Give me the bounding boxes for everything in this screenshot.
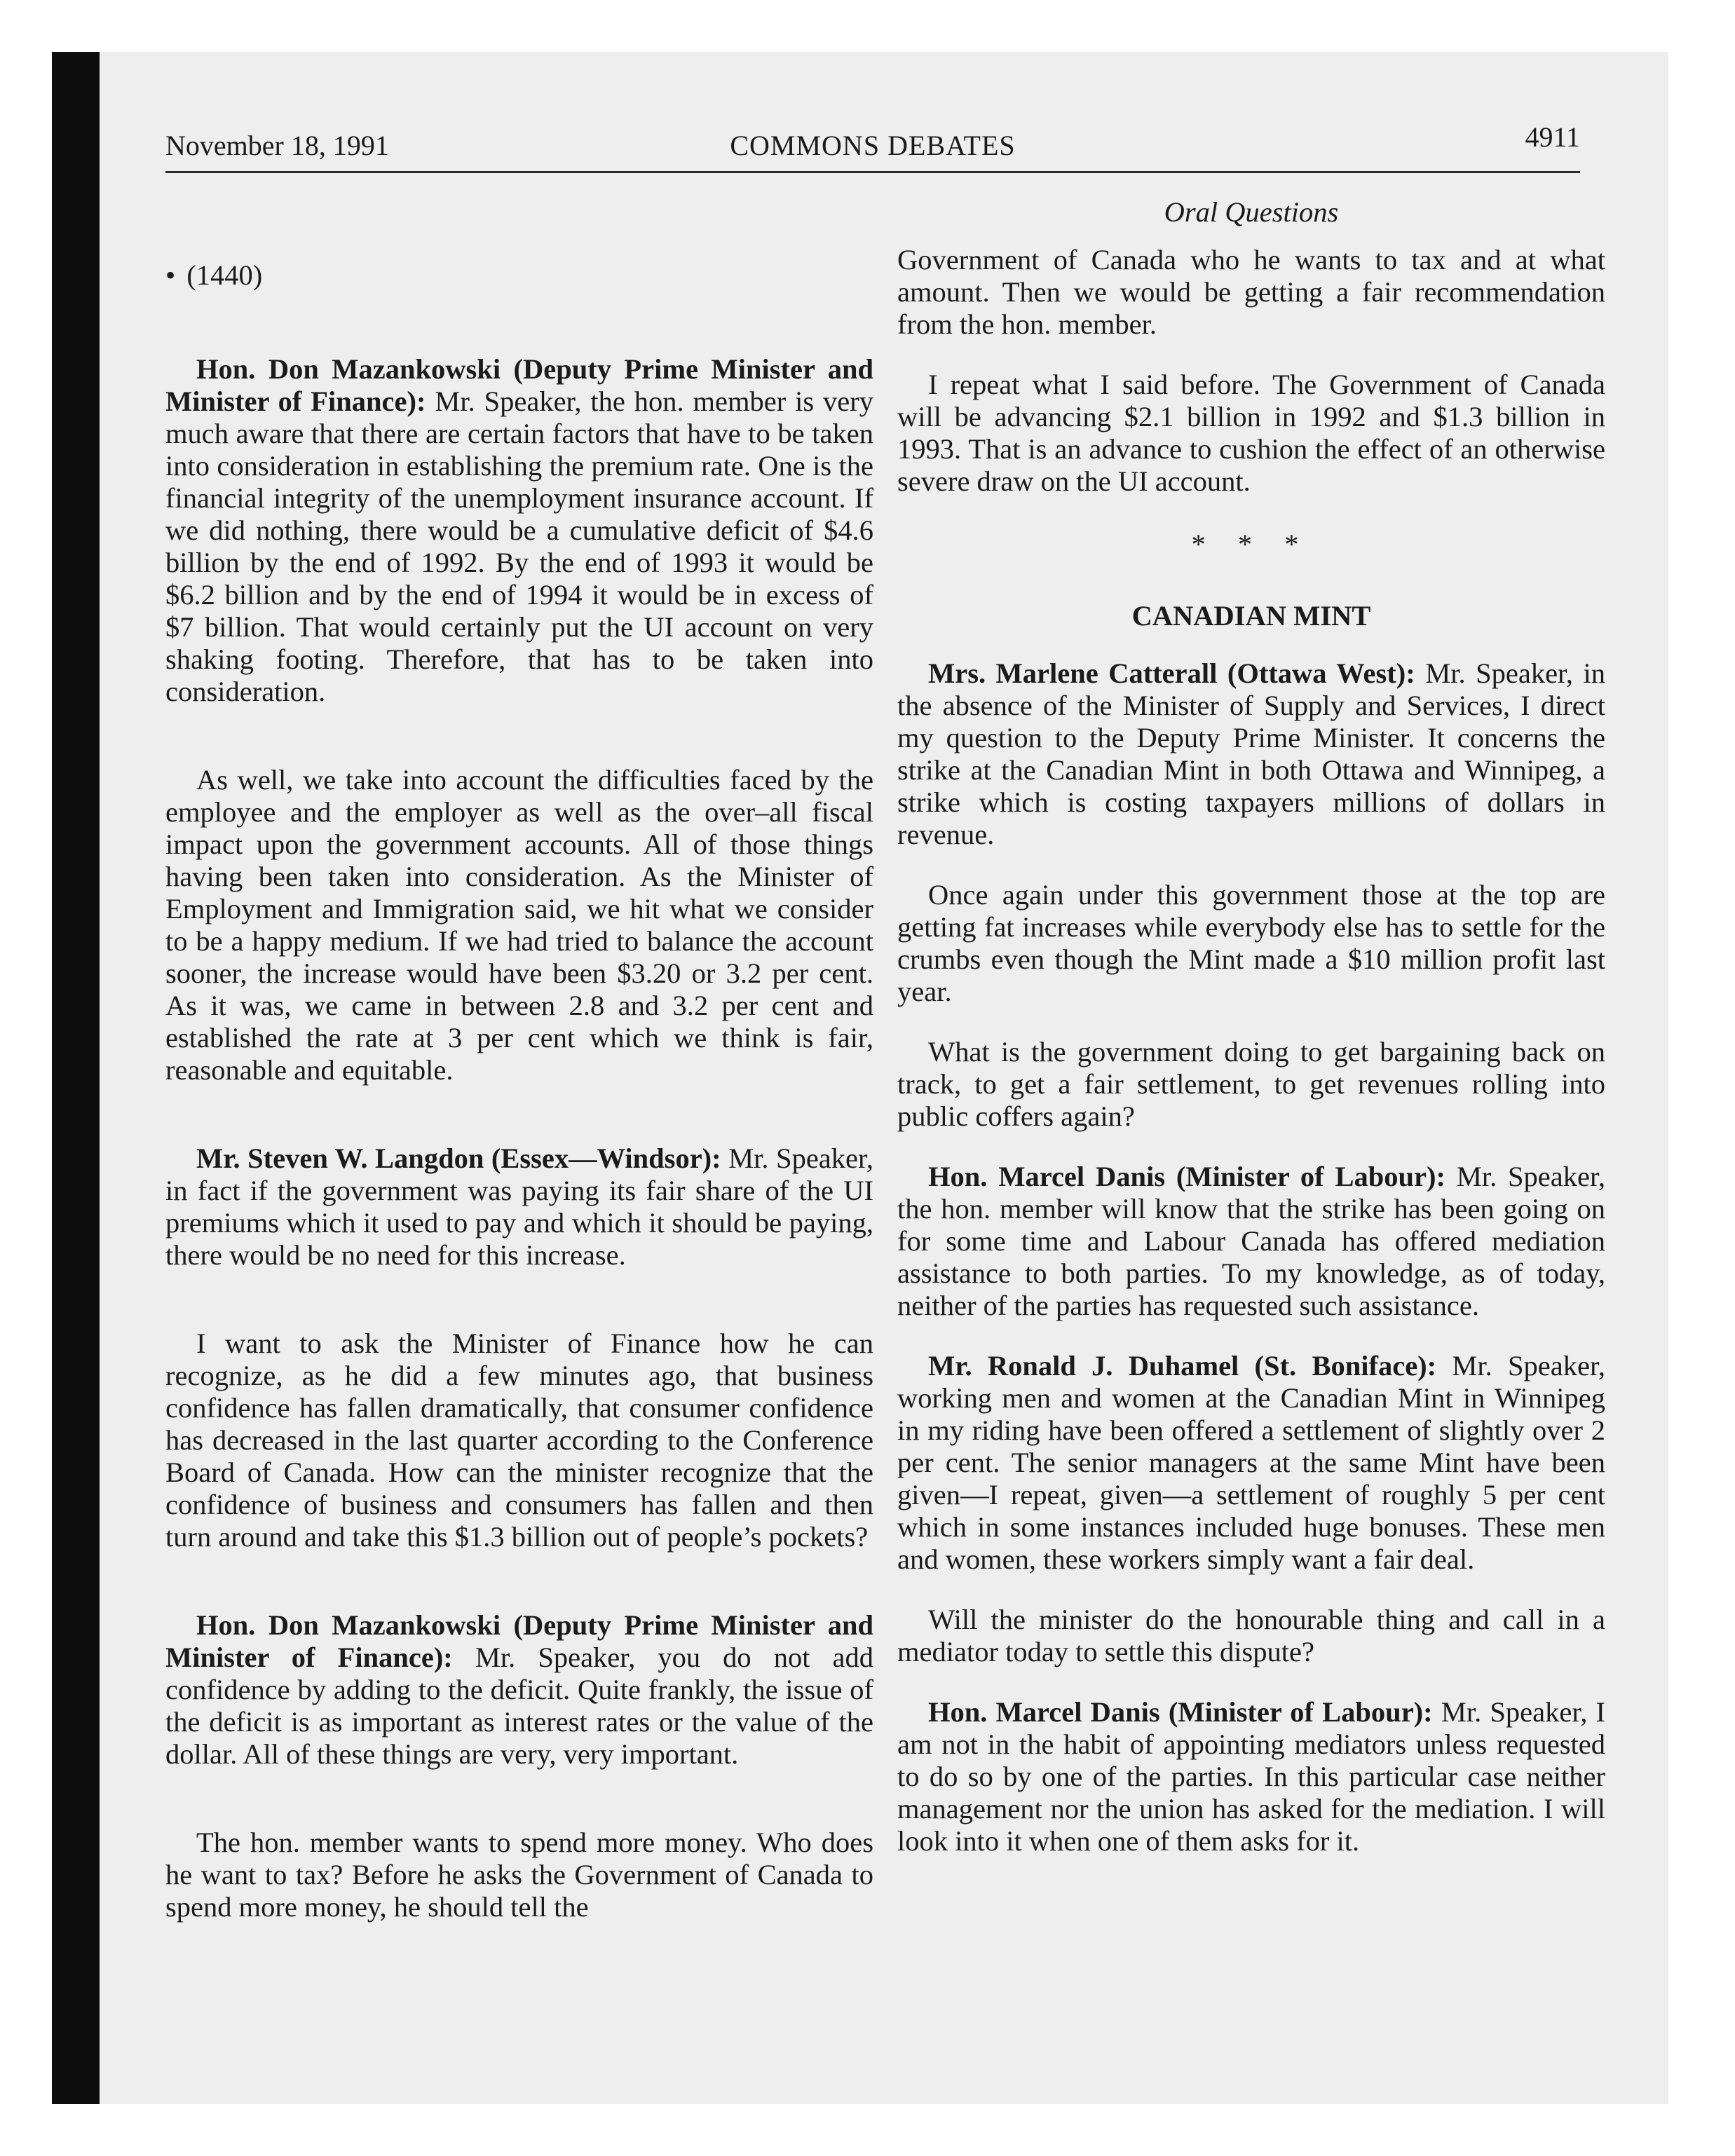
page-header (165, 121, 1580, 173)
paragraph (165, 1609, 873, 1770)
left-column (165, 196, 873, 1951)
paragraph-text: Mr. Speaker, in fact if the government was paying its fair share of the UI premiums which it used to pay and which it should be paying, there would be no need for this increase. (165, 1142, 873, 1271)
paragraph-text: Mr. Speaker, you do not add confidence by adding to the deficit. Quite frankly, the issue of the deficit is as important as interest rates or the value of the dollar. All of these things are very, very important. (165, 1642, 873, 1770)
paragraph (897, 1604, 1605, 1668)
speaker-name: Mrs. Marlene Catterall (Ottawa West): (928, 657, 1415, 689)
paragraph-text: Mr. Speaker, working men and women at the Canadian Mint in Winnipeg in my riding have been offered a settlement of slightly over 2 per cent. The senior managers at the same Mint have been given—I repeat, given—a settlement of roughly 5 per cent which in some instances included huge bonuses. These men and women, these workers simply want a fair deal. (897, 1350, 1605, 1575)
timestamp (165, 259, 873, 292)
header-title: COMMONS DEBATES (730, 130, 1016, 161)
paragraph-text: The hon. member wants to spend more money. Who does he want to tax? Before he asks the Government of Canada to spend more money, he should tell the (165, 1827, 873, 1923)
speaker-name: Hon. Marcel Danis (Minister of Labour): (928, 1161, 1445, 1192)
page-number: 4911 (1525, 121, 1580, 153)
speaker-name: Hon. Marcel Danis (Minister of Labour): (928, 1696, 1433, 1728)
speaker-name: Hon. Don Mazankowski (Deputy Prime Minister and Minister of Finance): (165, 353, 873, 417)
paragraph (165, 353, 873, 708)
section-separator: * * * (1191, 528, 1312, 560)
paragraph (165, 1827, 873, 1923)
timestamp-text: (1440) (186, 259, 263, 291)
paragraph-text: I repeat what I said before. The Government of Canada will be advancing $2.1 billion in 1992 and $1.3 billion in 1993. That is an advance to cushion the effect of an otherwise severe draw on the UI account. (897, 369, 1605, 497)
paragraph (897, 1161, 1605, 1322)
paragraph-text: What is the government doing to get bargaining back on track, to get a fair settlement, to get revenues rolling into public coffers again? (897, 1036, 1605, 1132)
paragraph (165, 1328, 873, 1553)
paragraph (897, 1696, 1605, 1857)
paragraph (165, 764, 873, 1086)
paragraph-text: As well, we take into account the difficulties faced by the employee and the employer as well as the over–all fiscal impact upon the government accounts. All of those things having been taken into consideration. As the Minister of Employment and Immigration said, we hit what we consider to be a happy medium. If we had tried to balance the account sooner, the increase would have been $3.20 or 3.2 per cent. As it was, we came in between 2.8 and 3.2 per cent and established the rate at 3 per cent which we think is fair, reasonable and equitable. (165, 764, 873, 1086)
paragraph (897, 879, 1605, 1008)
paragraph (897, 244, 1605, 341)
paragraph-text: Mr. Speaker, the hon. member is very much aware that there are certain factors that have to be taken into consideration in establishing the premium rate. One is the financial integrity of the unemployment insurance account. If we did nothing, there would be a cumulative deficit of $4.6 billion by the end of 1992. By the end of 1993 it would be $6.2 billion and by the end of 1994 it would be in excess of $7 billion. That would certainly put the UI account on very shaking footing. Therefore, that has to be taken into consideration. (165, 386, 873, 707)
paragraph-text: Government of Canada who he wants to tax and at what amount. Then we would be getting a fair recommendation from the hon. member. (897, 244, 1605, 340)
paragraph-text: Mr. Speaker, I am not in the habit of appointing mediators unless requested to do so by one of the parties. In this particular case neither management nor the union has asked for the mediation. I will look into it when one of them asks for it. (897, 1696, 1605, 1857)
paragraph (897, 657, 1605, 851)
paragraph-text: Mr. Speaker, in the absence of the Minister of Supply and Services, I direct my question to the Deputy Prime Minister. It concerns the strike at the Canadian Mint in both Ottawa and Winnipeg, a strike which is costing taxpayers millions of dollars in revenue. (897, 657, 1605, 850)
speaker-name: Mr. Ronald J. Duhamel (St. Boniface): (928, 1350, 1437, 1381)
paragraph (165, 1142, 873, 1271)
paragraph-text: Once again under this government those at the top are getting fat increases while everybody else has to settle for the crumbs even though the Mint made a $10 million profit last year. (897, 879, 1605, 1007)
speaker-name: Hon. Don Mazankowski (Deputy Prime Minister and Minister of Finance): (165, 1609, 873, 1673)
paragraph-text: I want to ask the Minister of Finance how he can recognize, as he did a few minutes ago, that business confidence has fallen dramatically, that consumer confidence has decreased in the last quarter according to the Conference Board of Canada. How can the minister recognize that the confidence of business and consumers has fallen and then turn around and take this $1.3 billion out of people’s pockets? (165, 1328, 873, 1553)
paragraph (897, 369, 1605, 498)
header-date: November 18, 1991 (165, 130, 389, 161)
section-label: Oral Questions (1164, 196, 1339, 228)
paragraph (897, 1036, 1605, 1133)
paragraph-text: Will the minister do the honourable thing and call in a mediator today to settle this dispute? (897, 1604, 1605, 1667)
paragraph (897, 1350, 1605, 1576)
scan-edge-bar (52, 52, 100, 2104)
paragraph-text: Mr. Speaker, the hon. member will know that the strike has been going on for some time and Labour Canada has offered mediation assistance to both parties. To my knowledge, as of today, neither of the parties has requested such assistance. (897, 1161, 1605, 1321)
section-heading: CANADIAN MINT (1131, 600, 1371, 632)
bullet-icon: • (165, 259, 176, 291)
right-column (897, 196, 1605, 1885)
speaker-name: Mr. Steven W. Langdon (Essex—Windsor): (196, 1142, 721, 1174)
